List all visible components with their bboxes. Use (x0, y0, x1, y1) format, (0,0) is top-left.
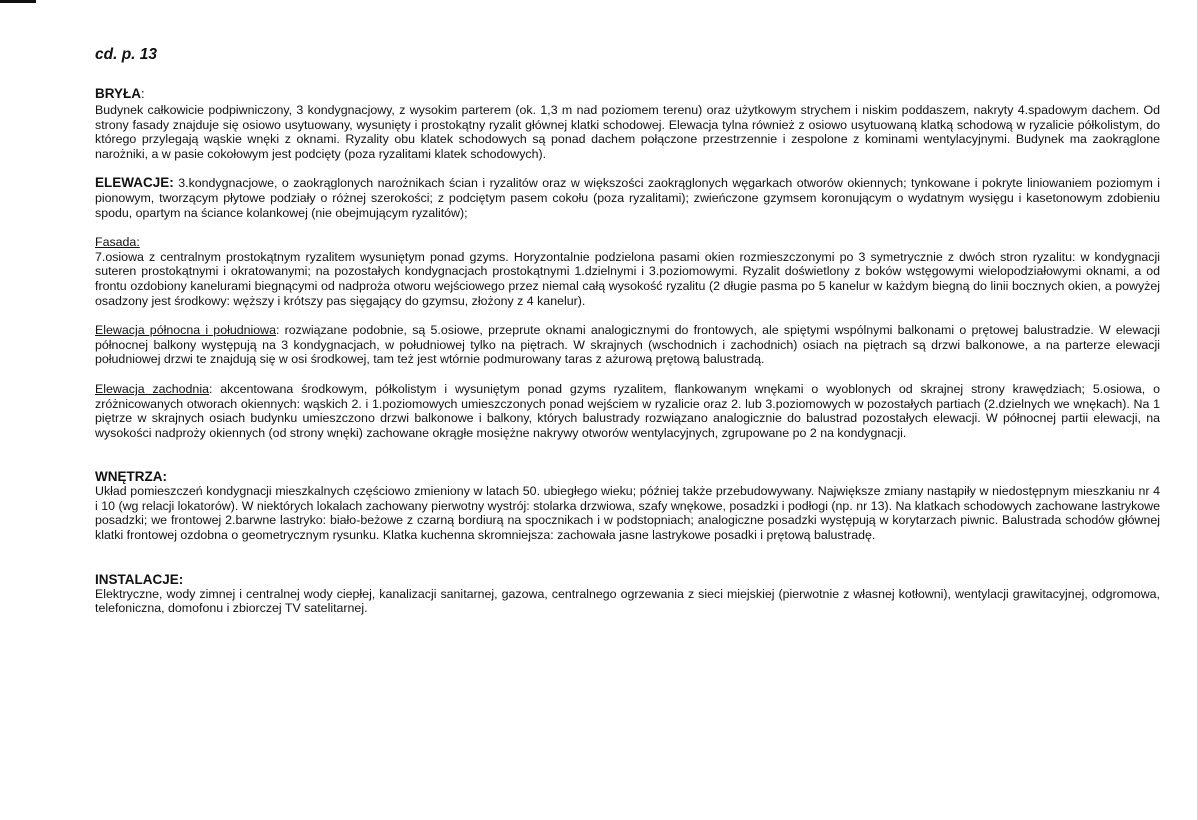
section-elewacje (95, 176, 1160, 220)
section-instalacje (95, 572, 1160, 616)
section-wnetrza (95, 469, 1160, 542)
elewacja-zach-text: : akcentowana środkowym, półkolistym i wysuniętym ponad gzyms ryzalitem, flankowanym wnękami o wyoblonych od skrajnej strony krawędziach; 5.osiowa, o zróżnicowanych otworach okiennych: wąskich 2. i 1.poziomowych umieszczonych ponad wejściem w ryzalicie oraz 2. lub 3.poziomowych w pozostałych partiach (2.dzielnych we wnękach). Na 1 piętrze w skrajnych osiach budynku umieszczono drzwi balkonowe i balkony, których balustrady rozwiązano analogicznie do balustrad pozostałych elewacji. W północnej partii elewacji, na wysokości nadproży okiennych (od strony wnęki) zachowane okrągłe mosiężne nakrywy otworów wentylacyjnych, zgrupowane po 2 na kondygnacji. (95, 381, 1160, 440)
wnetrza-text: Układ pomieszczeń kondygnacji mieszkalnych częściowo zmieniony w latach 50. ubiegłego wieku; później także przebudowywany. Największe zmiany nastąpiły w niedostępnym mieszkaniu nr 4 i 10 (wg relacji lokatorów). W niektórych lokalach zachowany pierwotny wystrój: stolarka drzwiowa, szafy wnękowe, posadzki i podłogi (np. nr 13). Na klatkach schodowych zachowane lastrykowe posadzki; we frontowej 2.barwne lastryko: biało-beżowe z czarną bordiurą na spocznikach i w podstopniach; analogiczne posadzki występują w korytarzach piwnic. Balustrada schodów głównej klatki frontowej ozdobna o geometrycznym rysunku. Klatka kuchenna skromniejsza: zachowała jasne lastrykowe posadki i prętową balustradę. (95, 484, 1160, 543)
fasada-text: 7.osiowa z centralnym prostokątnym ryzalitem wysuniętym ponad gzyms. Horyzontalnie podzielona pasami okien rozmieszczonymi po 3 symetrycznie z dwóch stron ryzalitu: w kondygnacji suteren prostokątnymi i okratowanymi; na pozostałych kondygnacjach prostokątnymi 1.dzielnymi i 3.poziomowymi. Ryzalit doświetlony z boków wstęgowymi wielopodziałowymi oknami, a od frontu ozdobiony kanelurami biegnącymi od nadproża otworu wejściowego przez niemal całą wysokość ryzalitu (2 długie pasma po 5 kanelur w każdym biegną do linii bocznych okien, a powyżej osadzony jest środkowy: węższy i krótszy pas sięgający do gzymsu, złożony z 4 kanelur). (95, 249, 1160, 308)
section-elewacja-polnocna-poludniowa (95, 323, 1160, 367)
instalacje-heading: INSTALACJE: (95, 571, 184, 587)
document-page (95, 46, 1160, 616)
section-bryla (95, 85, 1160, 161)
elewacje-heading: ELEWACJE: (95, 175, 174, 191)
bryla-heading-line (95, 85, 1160, 103)
bryla-text: Budynek całkowicie podpiwniczony, 3 kondygnacjowy, z wysokim parterem (ok. 1,3 m nad poziomem terenu) oraz użytkowym strychem i niskim poddaszem, nakryty 4.spadowym dachem. Od strony fasady znajduje się osiowo usytuowany, wysunięty i prostokątny ryzalit głównej klatki schodowej. Elewacja tylna również z osiowo usytuowaną klatką schodową w ryzalicie półkolistym, do którego przylegają wąskie wnęki z oknami. Ryzality obu klatek schodowych są ponad dachem połączone przestrzennie i zespolone z kominami wentylacyjnymi. Budynek ma zaokrąglone narożniki, a w pasie cokołowym jest podcięty (poza ryzalitami klatek schodowych). (95, 103, 1160, 161)
bryla-colon: : (141, 86, 145, 101)
section-elewacja-zachodnia (95, 382, 1160, 440)
section-fasada (95, 235, 1160, 308)
elewacja-pn-pd-label: Elewacja północna i południowa (95, 323, 276, 338)
scan-edge-mark (0, 0, 36, 3)
instalacje-text: Elektryczne, wody zimnej i centralnej wody ciepłej, kanalizacji sanitarnej, gazowa, centralnego ogrzewania z sieci miejskiej (pierwotnie z własnej kotłowni), wentylacji grawitacyjnej, odgromowa, telefoniczna, domofonu i zbiorczej TV satelitarnej. (95, 586, 1160, 616)
wnetrza-heading: WNĘTRZA: (95, 469, 167, 485)
elewacje-text: 3.kondygnacjowe, o zaokrąglonych narożnikach ścian i ryzalitów oraz w większości zaokrąglonych węgarkach otworów okiennych; tynkowane i pokryte liniowaniem poziomym i pionowym, tworzącym płytowe podziały o różnej szerokości; z podciętym pasem cokołu (poza ryzalitami); zwieńczone gzymsem koronującym o wydatnym wysięgu i kasetonowym zdobieniu spodu, opartym na ściance kolankowej (nie obejmującym ryzalitów); (95, 176, 1160, 220)
bryla-heading: BRYŁA (95, 86, 141, 101)
page-continuation-header: cd. p. 13 (95, 46, 158, 63)
fasada-label: Fasada: (95, 235, 140, 250)
elewacja-zach-label: Elewacja zachodnia (95, 381, 209, 396)
elewacja-pn-pd-text: : rozwiązane podobnie, są 5.osiowe, przeprute oknami analogicznymi do frontowych, ale spiętymi wspólnymi balkonami o prętowej balustradzie. W elewacji północnej balkony występują na 3 kondygnacjach, w południowej tylko na piętrach. W skrajnych (wschodnich i zachodnich) osiach na piętrach są drzwi balkonowe, a na parterze elewacji południowej drzwi te znajdują się w osi środkowej, tam też jest wtórnie podmurowany taras z ażurową prętową balustradą. (95, 323, 1160, 367)
